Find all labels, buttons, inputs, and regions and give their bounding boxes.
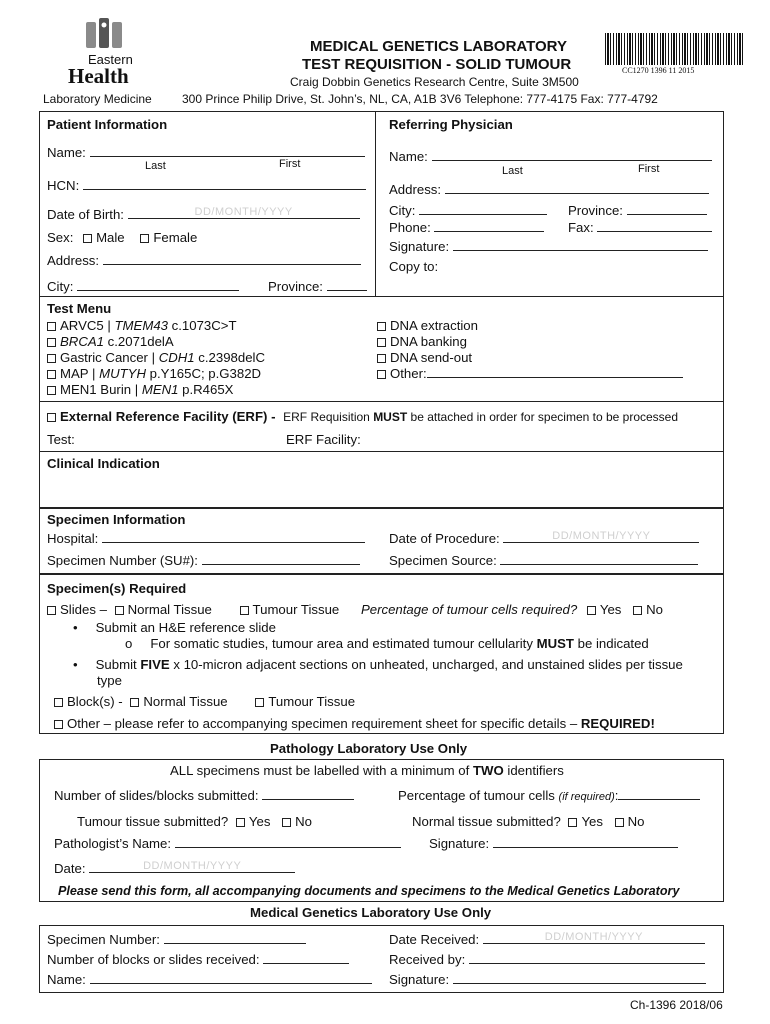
test-option-checkbox[interactable]	[377, 322, 386, 331]
pathologist-signature-label: Signature:	[429, 836, 490, 851]
ref-last-hint: Last	[502, 165, 523, 177]
specimen-number-field[interactable]	[47, 553, 360, 568]
pct-yes-label: Yes	[599, 602, 622, 617]
slides-tumour-label: Tumour Tissue	[252, 602, 340, 617]
patient-city-label: City:	[47, 279, 74, 294]
test-option-4[interactable]: MEN1 Burin | MEN1 p.R465X	[47, 382, 233, 397]
mgl-signature-label: Signature:	[389, 972, 450, 987]
ref-first-hint: First	[638, 163, 660, 175]
erf-test-label[interactable]: Test:	[47, 432, 75, 447]
ref-address-field[interactable]	[389, 182, 709, 197]
test-option-right-3[interactable]: Other:	[377, 366, 683, 381]
test-option-2[interactable]: Gastric Cancer | CDH1 c.2398delC	[47, 350, 265, 365]
logo-icon	[84, 18, 124, 50]
ref-phone-label: Phone:	[389, 220, 431, 235]
patient-hcn-label: HCN:	[47, 178, 80, 193]
date-procedure-placeholder: DD/MONTH/YYYY	[552, 530, 651, 542]
pct-cells-label: Percentage of tumour cells	[398, 788, 555, 803]
bullet-five-cont: type	[97, 673, 122, 688]
patient-dob-label: Date of Birth:	[47, 207, 124, 222]
pathology-date-field[interactable]	[54, 861, 295, 876]
sub-bullet-somatic: o For somatic studies, tumour area and estimated tumour cellularity MUST be indicated	[125, 636, 649, 651]
erf-checkbox[interactable]	[47, 413, 56, 422]
test-option-checkbox[interactable]	[377, 370, 386, 379]
hospital-label: Hospital:	[47, 531, 99, 546]
patient-province-field[interactable]	[268, 279, 367, 294]
centre-line: Craig Dobbin Genetics Research Centre, Suite 3M500	[290, 75, 579, 89]
pathologist-name-field[interactable]	[54, 836, 401, 851]
ref-address-label: Address:	[389, 182, 442, 197]
blocks-tumour-label: Tumour Tissue	[268, 694, 356, 709]
lab-medicine-label: Laboratory Medicine	[43, 92, 152, 106]
mgl-heading: Medical Genetics Laboratory Use Only	[250, 905, 492, 920]
slides-tumour-checkbox[interactable]	[240, 606, 249, 615]
pathology-box	[39, 759, 724, 902]
test-option-3[interactable]: MAP | MUTYH p.Y165C; p.G382D	[47, 366, 261, 381]
ref-city-label: City:	[389, 203, 416, 218]
ref-province-field[interactable]	[568, 203, 707, 218]
hospital-field[interactable]	[47, 531, 365, 546]
erf-label: External Reference Facility (ERF) -	[60, 409, 276, 424]
bullet-he-slide: • Submit an H&E reference slide	[73, 620, 276, 635]
if-required-note: (if required)	[558, 791, 615, 803]
pathology-labelling-note: ALL specimens must be labelled with a minimum of TWO identifiers	[170, 763, 564, 778]
blocks-row	[54, 694, 355, 709]
ref-province-label: Province:	[568, 203, 623, 218]
barcode-text: CC1270 1396 11 2015	[622, 66, 695, 75]
referring-heading: Referring Physician	[389, 117, 513, 132]
tumour-submitted-row: Tumour tissue submitted? Yes No	[77, 814, 312, 829]
patient-name-field[interactable]	[47, 145, 365, 160]
received-by-field[interactable]	[389, 952, 705, 967]
test-option-right-2[interactable]: DNA send-out	[377, 350, 472, 365]
patient-sex-row	[47, 230, 197, 245]
ref-signature-field[interactable]	[389, 239, 708, 254]
female-label: Female	[153, 230, 198, 245]
date-procedure-label: Date of Procedure:	[389, 531, 500, 546]
test-option-0[interactable]: ARVC5 | TMEM43 c.1073C>T	[47, 318, 237, 333]
send-form-note: Please send this form, all accompanying documents and specimens to the Medical Genetics Laboratory	[58, 884, 680, 898]
form-title-2: TEST REQUISITION - SOLID TUMOUR	[302, 56, 572, 73]
date-received-label: Date Received:	[389, 932, 480, 947]
patient-sex-label: Sex:	[47, 230, 74, 245]
pathology-date-label: Date:	[54, 861, 86, 876]
clinical-indication-heading: Clinical Indication	[47, 456, 160, 471]
bullet-five-sections: • Submit FIVE x 10-micron adjacent sections on unheated, uncharged, and unstained slides per tissue	[73, 657, 683, 672]
erf-row	[47, 409, 678, 424]
ref-name-field[interactable]	[389, 149, 712, 164]
normal-no-checkbox[interactable]	[615, 818, 624, 827]
ref-signature-label: Signature:	[389, 239, 450, 254]
other-test-line[interactable]	[427, 366, 683, 378]
normal-submitted-label: Normal tissue submitted?	[412, 814, 561, 829]
slides-normal-checkbox[interactable]	[115, 606, 124, 615]
patient-last-hint: Last	[145, 160, 166, 172]
pct-cells-field[interactable]: Percentage of tumour cells (if required):	[398, 788, 700, 803]
female-checkbox[interactable]	[140, 234, 149, 243]
patient-hcn-field[interactable]	[47, 178, 366, 193]
specimens-required-heading: Specimen(s) Required	[47, 581, 187, 596]
mgl-name-label: Name:	[47, 972, 86, 987]
test-option-checkbox[interactable]	[47, 338, 56, 347]
test-option-checkbox[interactable]	[47, 354, 56, 363]
test-option-checkbox[interactable]	[47, 386, 56, 395]
test-option-right-0[interactable]: DNA extraction	[377, 318, 478, 333]
patient-info-heading: Patient Information	[47, 117, 168, 132]
requisition-top-box	[39, 111, 724, 508]
patient-first-hint: First	[279, 158, 301, 170]
received-by-label: Received by:	[389, 952, 466, 967]
num-blocks-received-field[interactable]	[47, 952, 349, 967]
ref-name-label: Name:	[389, 149, 428, 164]
address-line: 300 Prince Philip Drive, St. John’s, NL, CA, A1B 3V6 Telephone: 777-4175 Fax: 777-4792	[182, 92, 658, 106]
slides-row	[47, 602, 663, 617]
ref-fax-field[interactable]	[568, 220, 712, 235]
mgl-name-field[interactable]	[47, 972, 372, 987]
ref-city-field[interactable]	[389, 203, 547, 218]
blocks-checkbox[interactable]	[54, 698, 63, 707]
mgl-signature-field[interactable]	[389, 972, 706, 987]
slides-checkbox[interactable]	[47, 606, 56, 615]
tumour-submitted-label: Tumour tissue submitted?	[77, 814, 229, 829]
test-option-checkbox[interactable]	[47, 370, 56, 379]
num-blocks-received-label: Number of blocks or slides received:	[47, 952, 260, 967]
tumour-no-checkbox[interactable]	[282, 818, 291, 827]
test-menu-heading: Test Menu	[47, 301, 112, 316]
logo-line1: Eastern	[88, 52, 133, 67]
date-received-placeholder: DD/MONTH/YYYY	[544, 931, 643, 943]
test-option-right-1[interactable]: DNA banking	[377, 334, 467, 349]
specimen-source-field[interactable]	[389, 553, 698, 568]
blocks-normal-checkbox[interactable]	[130, 698, 139, 707]
other-checkbox[interactable]	[54, 720, 63, 729]
tumour-yes-checkbox[interactable]	[236, 818, 245, 827]
patient-dob-field[interactable]	[47, 207, 360, 222]
mgl-specimen-number-field[interactable]	[47, 932, 306, 947]
barcode	[605, 33, 745, 65]
num-slides-field[interactable]	[54, 788, 354, 803]
pathology-heading: Pathology Laboratory Use Only	[270, 741, 468, 756]
normal-yes-checkbox[interactable]	[568, 818, 577, 827]
specimen-number-label: Specimen Number (SU#):	[47, 553, 198, 568]
test-option-1[interactable]: BRCA1 c.2071delA	[47, 334, 174, 349]
blocks-label: Block(s) -	[67, 694, 123, 709]
other-label: Other – please refer to accompanying specimen requirement sheet for specific details –	[67, 716, 581, 731]
pathologist-name-label: Pathologist’s Name:	[54, 836, 172, 851]
ref-copy-to-label[interactable]: Copy to:	[389, 259, 439, 274]
test-option-checkbox[interactable]	[47, 322, 56, 331]
patient-city-field[interactable]	[47, 279, 239, 294]
specimen-info-heading: Specimen Information	[47, 512, 186, 527]
eastern-health-logo	[60, 18, 160, 90]
other-required: REQUIRED!	[580, 716, 655, 731]
pct-yes-checkbox[interactable]	[587, 606, 596, 615]
erf-facility-label[interactable]: ERF Facility:	[286, 432, 361, 447]
pathology-date-placeholder: DD/MONTH/YYYY	[143, 860, 242, 872]
date-received-field[interactable]	[389, 932, 705, 947]
normal-submitted-row: Normal tissue submitted? Yes No	[412, 814, 645, 829]
mgl-specimen-number-label: Specimen Number:	[47, 932, 160, 947]
blocks-tumour-checkbox[interactable]	[255, 698, 264, 707]
specimens-required-box	[39, 574, 724, 734]
date-procedure-field[interactable]	[389, 531, 699, 546]
patient-address-label: Address:	[47, 253, 100, 268]
erf-note: ERF Requisition MUST be attached in order for specimen to be processed	[283, 410, 679, 424]
slides-normal-label: Normal Tissue	[127, 602, 212, 617]
specimen-source-label: Specimen Source:	[389, 553, 497, 568]
pct-no-label: No	[646, 602, 663, 617]
blocks-normal-label: Normal Tissue	[143, 694, 228, 709]
dob-placeholder: DD/MONTH/YYYY	[194, 206, 293, 218]
ref-fax-label: Fax:	[568, 220, 594, 235]
male-checkbox[interactable]	[83, 234, 92, 243]
num-slides-label: Number of slides/blocks submitted:	[54, 788, 259, 803]
patient-province-label: Province:	[268, 279, 323, 294]
other-row	[54, 716, 655, 731]
patient-name-label: Name:	[47, 145, 86, 160]
pct-no-checkbox[interactable]	[633, 606, 642, 615]
test-option-checkbox[interactable]	[377, 354, 386, 363]
male-label: Male	[96, 230, 125, 245]
patient-address-field[interactable]	[47, 253, 361, 268]
form-code: Ch-1396 2018/06	[630, 998, 723, 1012]
form-title-1: MEDICAL GENETICS LABORATORY	[310, 38, 567, 55]
pathologist-signature-field[interactable]	[429, 836, 678, 851]
slides-label: Slides –	[60, 602, 107, 617]
test-option-checkbox[interactable]	[377, 338, 386, 347]
logo-line2: Health	[68, 64, 129, 88]
pct-question: Percentage of tumour cells required?	[360, 602, 578, 617]
ref-phone-field[interactable]	[389, 220, 544, 235]
